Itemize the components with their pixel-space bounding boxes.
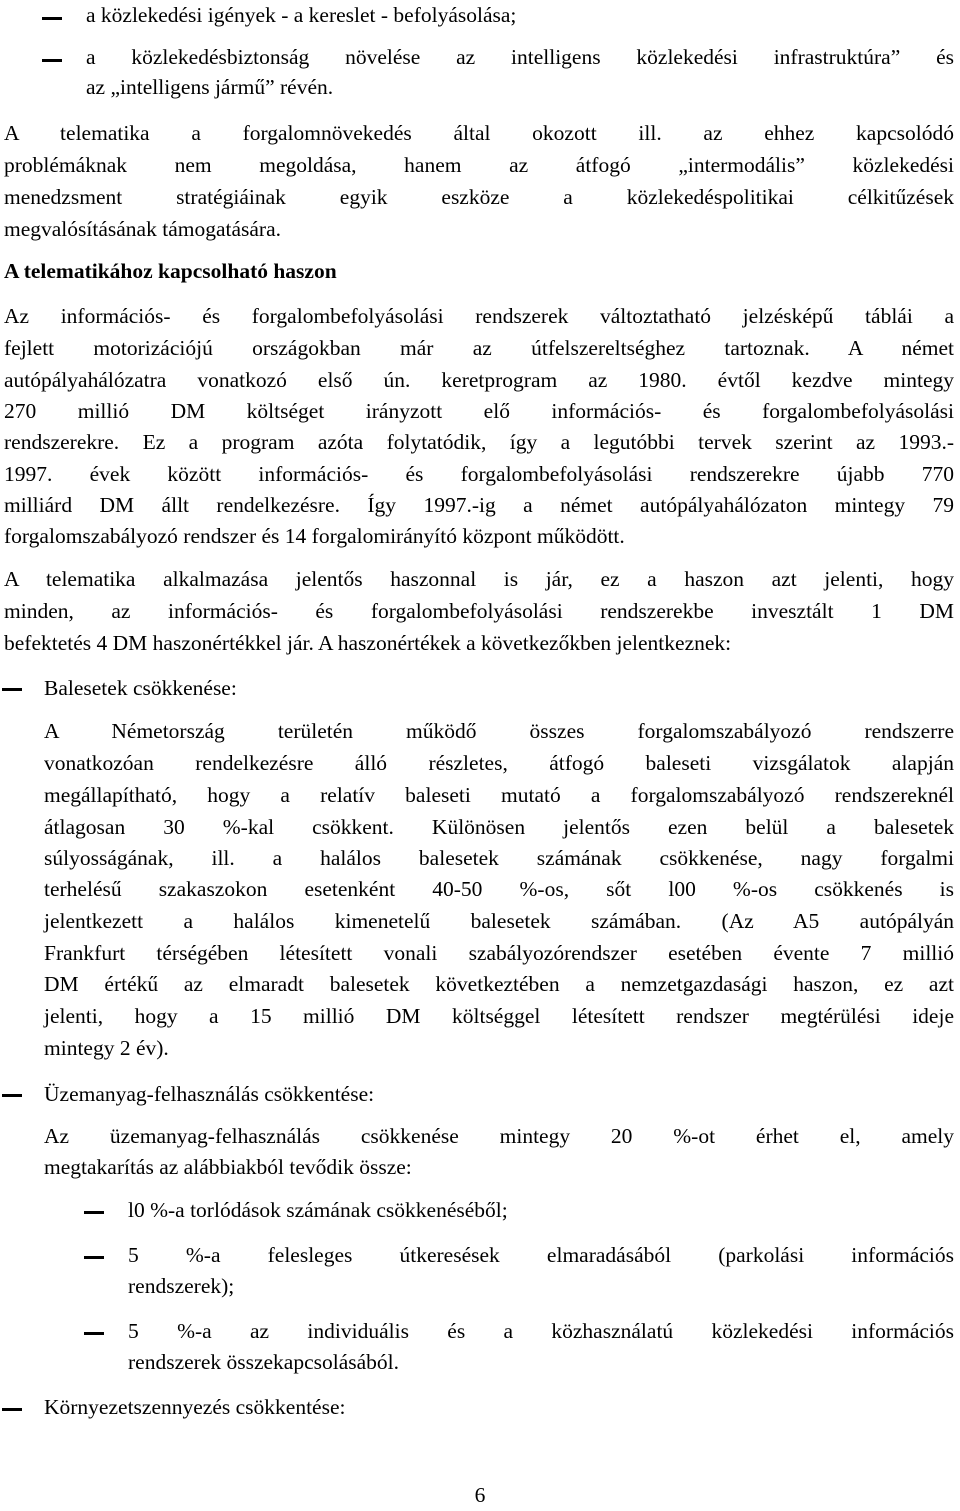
paragraph-line: A telematika alkalmazása jelentős haszonnal is jár, ez a haszon azt jelenti, hogy xyxy=(4,567,954,591)
indented-line: DM értékű az elmaradt balesetek következtében a nemzetgazdasági haszon, ez azt xyxy=(44,972,954,996)
indented-line: mintegy 2 év). xyxy=(44,1036,169,1060)
sub-item-text: 5 %-a az individuális és a közhasználatú közlekedési információs xyxy=(128,1319,954,1343)
bullet-text: a közlekedésbiztonság növelése az intelligens közlekedési infrastruktúra” és xyxy=(86,45,954,69)
bullet-dash xyxy=(2,1408,22,1411)
sub-item-text-continued: rendszerek összekapcsolásából. xyxy=(128,1350,400,1374)
paragraph-line: minden, az információs- és forgalombefolyásolási rendszerekbe invesztált 1 DM xyxy=(4,599,954,623)
paragraph-line: rendszerekre. Ez a program azóta folytatódik, így a legutóbbi tervek szerint az 1993.- xyxy=(4,430,954,454)
paragraph-line: fejlett motorizációjú országokban már az útfelszereltséghez tartoznak. A német xyxy=(4,336,954,360)
sub-bullet-dash xyxy=(84,1211,104,1214)
paragraph-line: 1997. évek között információs- és forgalombefolyásolási rendszerekre újabb 770 xyxy=(4,462,954,486)
list-item-label: Balesetek csökkenése: xyxy=(44,676,237,700)
sub-item-text-continued: rendszerek); xyxy=(128,1274,235,1298)
indented-line: átlagosan 30 %-kal csökkent. Különösen jelentős ezen belül a balesetek xyxy=(44,815,954,839)
sub-item-text: l0 %-a torlódások számának csökkenéséből; xyxy=(128,1198,508,1222)
indented-line: megállapítható, hogy a relatív baleseti mutató a forgalomszabályozó rendszereknél xyxy=(44,783,954,807)
indented-line: súlyosságának, ill. a halálos balesetek számának csökkenése, nagy forgalmi xyxy=(44,846,954,870)
bullet-dash xyxy=(2,688,22,691)
paragraph-line: forgalomszabályozó rendszer és 14 forgalomirányító központ működött. xyxy=(4,524,625,548)
paragraph-line: menedzsment stratégiáinak egyik eszköze a közlekedéspolitikai célkitűzések xyxy=(4,185,954,209)
sub-bullet-dash xyxy=(84,1256,104,1259)
indented-line: Az üzemanyag-felhasználás csökkenése mintegy 20 %-ot érhet el, amely xyxy=(44,1124,954,1148)
list-item-label: Üzemanyag-felhasználás csökkentése: xyxy=(44,1082,375,1106)
indented-line: A Németország területén működő összes forgalomszabályozó rendszerre xyxy=(44,719,954,743)
section-heading: A telematikához kapcsolható haszon xyxy=(4,259,337,283)
bullet-dash xyxy=(42,59,62,62)
indented-line: jelenti, hogy a 15 millió DM költséggel létesített rendszer megtérülési ideje xyxy=(44,1004,954,1028)
paragraph-line: problémáknak nem megoldása, hanem az átfogó „intermodális” közlekedési xyxy=(4,153,954,177)
paragraph-line: Az információs- és forgalombefolyásolási rendszerek változtatható jelzésképű táblái a xyxy=(4,304,954,328)
bullet-dash xyxy=(42,17,62,20)
indented-line: jelentkezett a halálos kimenetelű balesetek számában. (Az A5 autópályán xyxy=(44,909,954,933)
list-item-label: Környezetszennyezés csökkentése: xyxy=(44,1395,346,1419)
page-number: 6 xyxy=(474,1483,486,1507)
sub-bullet-dash xyxy=(84,1332,104,1335)
bullet-text: a közlekedési igények - a kereslet - befolyásolása; xyxy=(86,3,517,27)
bullet-text-continued: az „intelligens jármű” révén. xyxy=(86,75,334,99)
indented-line: megtakarítás az alábbiakból tevődik össze: xyxy=(44,1155,412,1179)
indented-line: Frankfurt térségében létesített vonali szabályozórendszer esetében évente 7 millió xyxy=(44,941,954,965)
bullet-dash xyxy=(2,1094,22,1097)
paragraph-line: megvalósításának támogatására. xyxy=(4,217,282,241)
paragraph-line: autópályahálózatra vonatkozó első ún. keretprogram az 1980. évtől kezdve mintegy xyxy=(4,368,954,392)
paragraph-line: 270 millió DM költséget irányzott elő információs- és forgalombefolyásolási xyxy=(4,399,954,423)
sub-item-text: 5 %-a felesleges útkeresések elmaradásából (parkolási információs xyxy=(128,1243,954,1267)
paragraph-line: A telematika a forgalomnövekedés által okozott ill. az ehhez kapcsolódó xyxy=(4,121,954,145)
indented-line: vonatkozóan rendelkezésre álló részletes, átfogó baleseti vizsgálatok alapján xyxy=(44,751,954,775)
paragraph-line: milliárd DM állt rendelkezésre. Így 1997.-ig a német autópályahálózaton mintegy 79 xyxy=(4,493,954,517)
indented-line: terhelésű szakaszokon esetenként 40-50 %-os, sőt l00 %-os csökkenés is xyxy=(44,877,954,901)
paragraph-line: befektetés 4 DM haszonértékkel jár. A haszonértékek a következőkben jelentkeznek: xyxy=(4,631,732,655)
